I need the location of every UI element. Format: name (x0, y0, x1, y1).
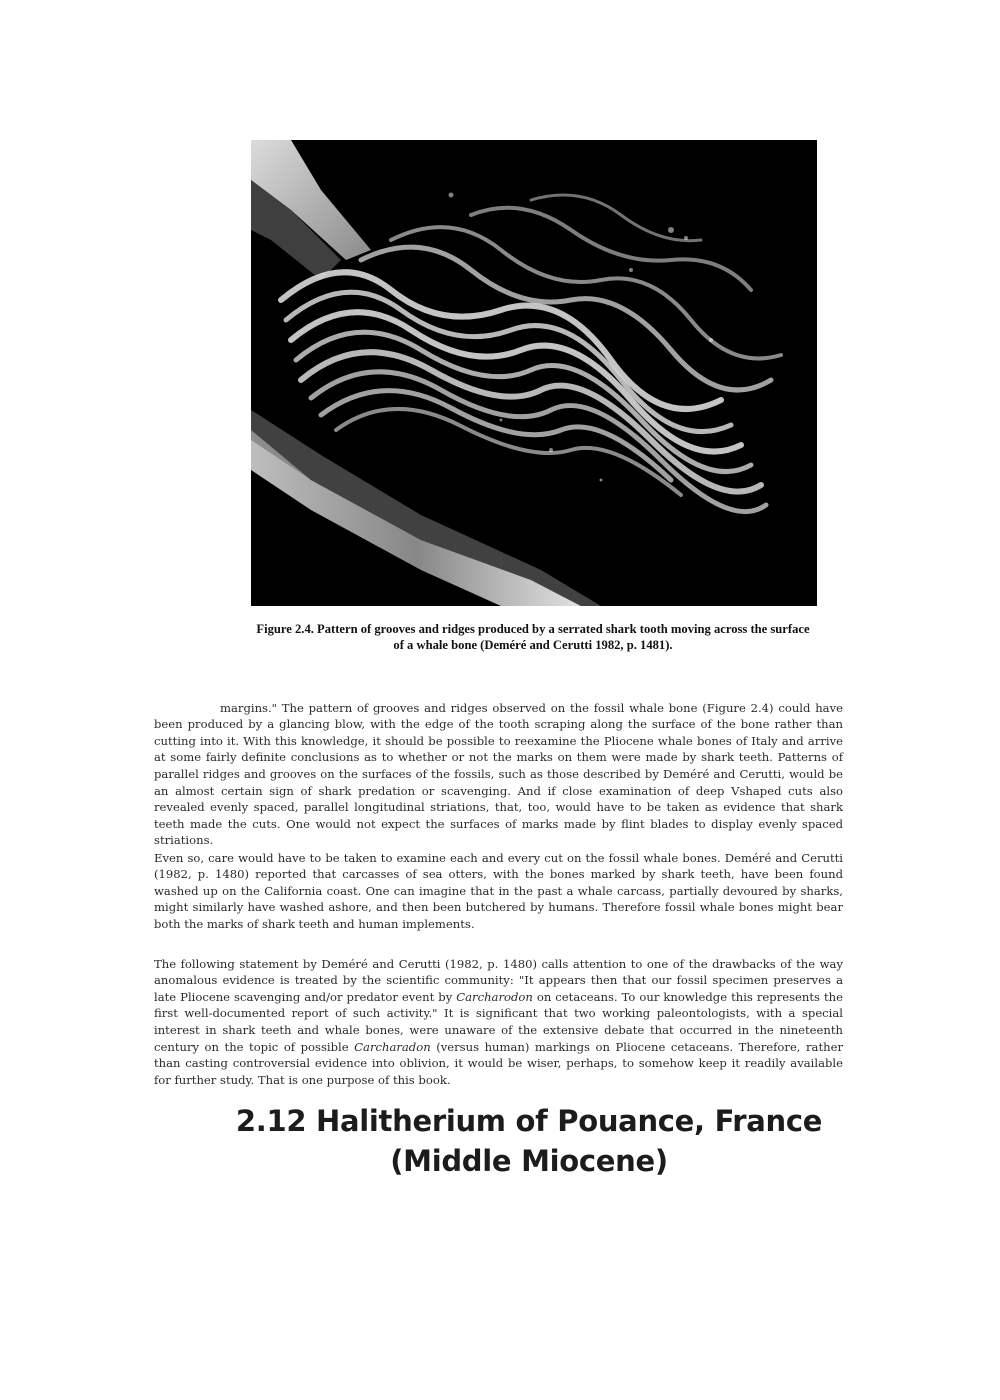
figure-photo-shark-tooth-grooves (251, 140, 817, 606)
body-paragraph-1: margins." The pattern of grooves and ridges observed on the fossil whale bone (Figure 2.4) could have been produced by a glancing blow, with the edge of the tooth scraping along the surface of the bone rather than cutting into it. With this knowledge, it should be possible to reexamine the Pliocene whale bones of Italy and arrive at some fairly definite conclusions as to whether or not the marks on them were made by shark teeth. Patterns of parallel ridges and grooves on the surfaces of the fossils, such as those described by Deméré and Cerutti, would be an almost certain sign of shark predation or scavenging. And if close examination of deep Vshaped cuts also revealed evenly spaced, parallel longitudinal striations, that, too, would have to be taken as evidence that shark teeth made the cuts. One would not expect the surfaces of marks made by flint blades to display evenly spaced striations. (154, 700, 843, 848)
paragraph-3-text-c: (versus human) markings on Pliocene cetaceans. Therefore, rather than casting controversial evidence into oblivion, it would be wiser, perhaps, to somehow keep it readily available for further study. That is one purpose of this book. (154, 1039, 843, 1087)
genus-name-carcharodon: Carcharodon (456, 989, 533, 1004)
figure-caption-line1: Figure 2.4. Pattern of grooves and ridges produced by a serrated shark tooth moving across the surface (256, 622, 810, 636)
genus-name-carcharadon: Carcharadon (354, 1039, 431, 1054)
figure-caption-line2: of a whale bone (Deméré and Cerutti 1982, p. 1481). (393, 638, 673, 652)
paragraph-3-text-a: The following statement by Deméré and Cerutti (1982, p. 1480) calls attention to one of the drawbacks of the way anomalous evidence is treated by the scientific community: "It appears then that our fossil specimen preserves a late Pliocene scavenging and/or predator event by (154, 956, 843, 1004)
figure-caption (215, 621, 851, 653)
body-paragraph-3 (154, 956, 843, 1089)
section-heading (200, 1101, 858, 1181)
section-heading-line2: (Middle Miocene) (390, 1144, 668, 1178)
paragraph-3-text-b: on cetaceans. To our knowledge this represents the first well-documented report of such activity." It is significant that two working paleontologists, with a special interest in shark teeth and whale bones, were unaware of the extensive debate that occurred in the nineteenth century on the topic of possible (154, 989, 843, 1054)
body-paragraph-2: Even so, care would have to be taken to examine each and every cut on the fossil whale bones. Deméré and Cerutti (1982, p. 1480) reported that carcasses of sea otters, with the bones marked by shark teeth, have been found washed up on the California coast. One can imagine that in the past a whale carcass, partially devoured by sharks, might similarly have washed ashore, and then been butchered by humans. Therefore fossil whale bones might bear both the marks of shark teeth and human implements. (154, 850, 843, 931)
section-heading-line1: 2.12 Halitherium of Pouance, France (235, 1104, 823, 1138)
